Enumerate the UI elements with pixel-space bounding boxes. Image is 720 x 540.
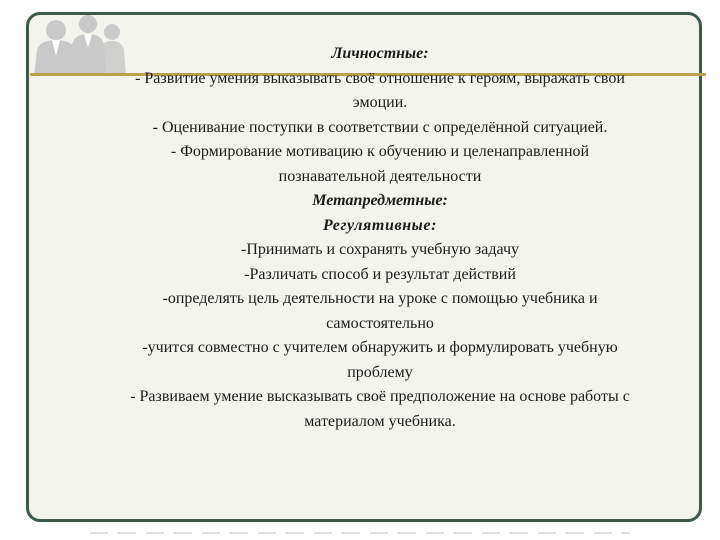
text-line: - Развиваем умение высказывать своё предположение на основе работы с — [130, 388, 630, 405]
text-line: - Оценивание поступки в соответствии с определённой ситуацией. — [152, 118, 608, 136]
text-line: - Развитие умения выказывать своё отношение к героям, выражать свои — [135, 69, 625, 87]
bottom-decoration — [90, 532, 630, 534]
text-line: самостоятельно — [326, 314, 434, 332]
text-line: -учится совместно с учителем обнаружить и формулировать учебную — [142, 339, 618, 356]
text-line: -Различать способ и результат действий — [244, 265, 516, 283]
text-line: -Принимать и сохранять учебную задачу — [240, 241, 519, 258]
text-line: проблему — [347, 363, 413, 381]
section-heading: Метапредметные: — [312, 192, 448, 209]
text-line: познавательной деятельности — [278, 167, 482, 185]
text-line: -определять цель деятельности на уроке с помощью учебника и — [162, 290, 598, 307]
section-heading: Личностные: — [331, 45, 429, 62]
slide-text — [50, 42, 710, 434]
text-line: - Формирование мотивацию к обучению и целенаправленной — [170, 143, 590, 160]
text-line: материалом учебника. — [304, 412, 456, 430]
section-heading: Регулятивные: — [322, 216, 438, 234]
text-line: эмоции. — [352, 94, 408, 111]
